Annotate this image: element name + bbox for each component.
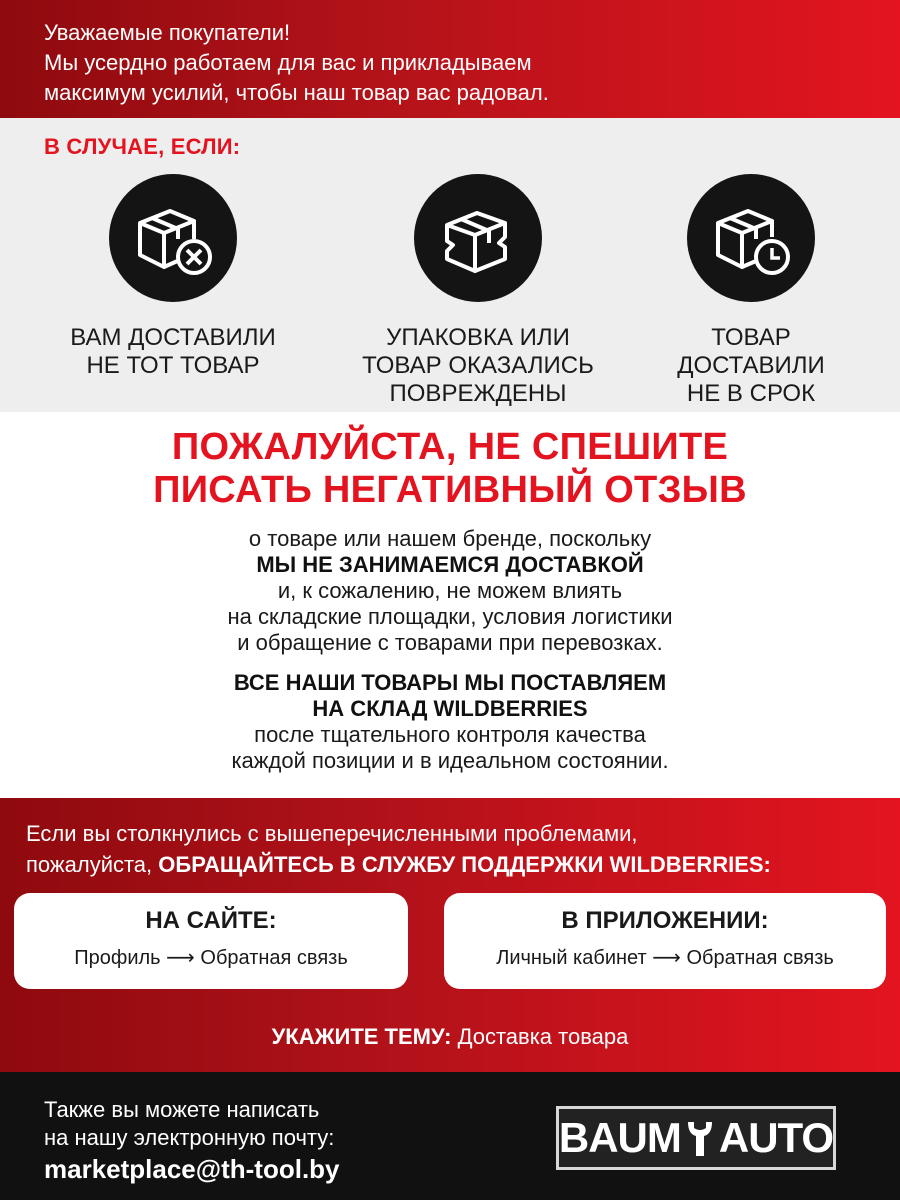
case-late [606,174,896,408]
site-path-from: Профиль [74,947,161,969]
case-label-line: ТОВАР ОКАЗАЛИСЬ [362,352,594,379]
case-label-line: ВАМ ДОСТАВИЛИ [70,324,276,351]
topic-line [0,1024,900,1050]
site-card [14,893,408,989]
plea-title [0,426,900,512]
wrench-icon [685,1118,715,1158]
site-card-title: НА САЙТЕ: [145,907,277,934]
plea-text: на складские площадки, условия логистики [227,604,673,629]
topic-label: УКАЖИТЕ ТЕМУ: [271,1024,452,1049]
case-label-line: УПАКОВКА ИЛИ [386,324,570,351]
cases-section [0,118,900,412]
plea-text: каждой позиции и в идеальном состоянии. [231,748,669,773]
arrow-right-icon: ⟶ [652,947,687,969]
box-x-icon [109,174,237,302]
support-intro [26,818,771,880]
case-label-line: ПОВРЕЖДЕНЫ [389,380,567,407]
footer-text [44,1096,340,1186]
arrow-right-icon: ⟶ [166,947,201,969]
app-path-from: Личный кабинет [496,947,647,969]
footer-line: Также вы можете написать [44,1097,320,1122]
app-card-title: В ПРИЛОЖЕНИИ: [561,907,769,934]
app-card [444,893,886,989]
plea-text: о товаре или нашем бренде, поскольку [248,526,652,551]
box-clock-icon [687,174,815,302]
plea-section [0,412,900,798]
plea-text: и, к сожалению, не можем влиять [277,578,623,603]
topic-value: Доставка товара [451,1024,629,1049]
site-path-to: Обратная связь [200,947,348,969]
plea-bold-text: ВСЕ НАШИ ТОВАРЫ МЫ ПОСТАВЛЯЕМ [233,670,667,695]
plea-title-line: ПОЖАЛУЙСТА, НЕ СПЕШИТЕ [171,426,729,468]
case-label-line: НЕ ТОТ ТОВАР [86,352,260,379]
plea-text: и обращение с товарами при перевозках. [237,630,663,655]
support-intro-plain: пожалуйста, [26,852,159,877]
case-label-line: ДОСТАВИЛИ [677,352,825,379]
header-text-line: максимум усилий, чтобы наш товар вас радовал. [44,80,549,105]
plea-bold-text: МЫ НЕ ЗАНИМАЕМСЯ ДОСТАВКОЙ [256,552,644,577]
email-address: marketplace@th-tool.by [44,1154,340,1184]
header-banner [0,0,900,118]
support-section [0,798,900,1072]
greeting: Уважаемые покупатели! [44,20,291,45]
support-intro-line: Если вы столкнулись с вышеперечисленными проблемами, [26,821,638,846]
case-label-line: ТОВАР [711,324,791,351]
case-label-line: НЕ В СРОК [686,380,816,407]
cases-title: В СЛУЧАЕ, ЕСЛИ: [44,134,241,159]
case-damaged [333,174,623,408]
plea-text: после тщательного контроля качества [254,722,646,747]
footer-line: на нашу электронную почту: [44,1125,335,1150]
app-card-path [444,945,886,970]
plea-title-line: ПИСАТЬ НЕГАТИВНЫЙ ОТЗЫВ [153,469,747,511]
app-path-to: Обратная связь [686,947,834,969]
plea-bold-text: НА СКЛАД WILDBERRIES [312,696,588,721]
support-intro-bold: ОБРАЩАЙТЕСЬ В СЛУЖБУ ПОДДЕРЖКИ WILDBERRIES: [158,852,771,877]
logo-text-right: AUTO [718,1114,834,1161]
footer [0,1072,900,1200]
brand-logo [556,1106,836,1170]
header-text-line: Мы усердно работаем для вас и прикладываем [44,50,532,75]
site-card-path [14,945,408,970]
case-wrong-item [28,174,318,380]
logo-text-left: BAUM [558,1114,681,1161]
box-damaged-icon [414,174,542,302]
